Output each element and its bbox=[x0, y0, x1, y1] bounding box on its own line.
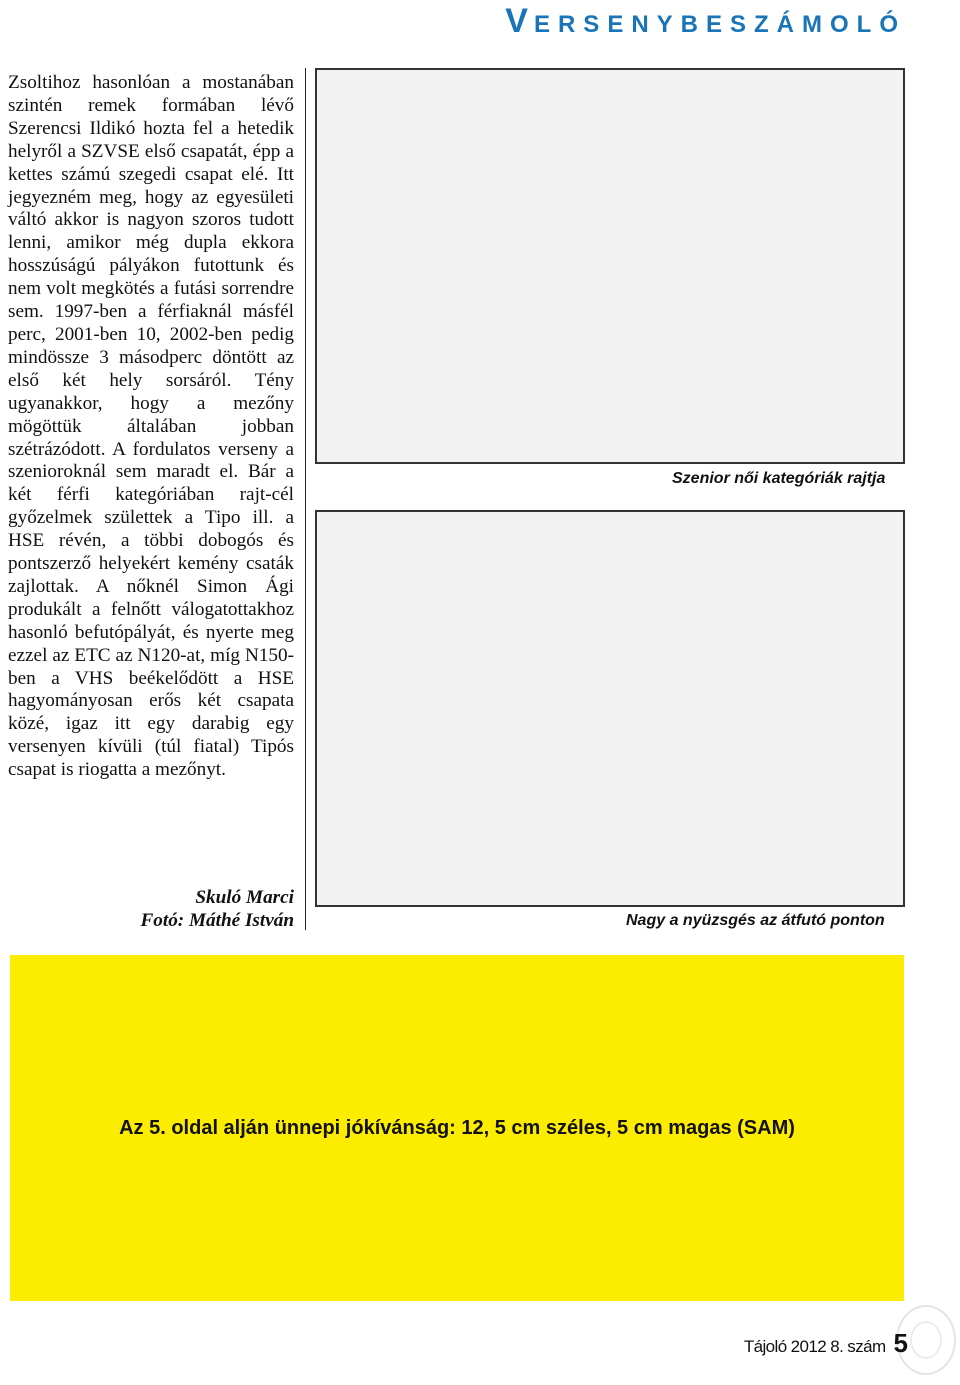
photo-seniors-start bbox=[315, 68, 905, 464]
section-header bbox=[505, 2, 906, 42]
article-body: Zsoltihoz hasonlóan a mostanában szintén remek formában lévő Szerencsi Ildikó hozta fel a hetedik helyről a SZVSE első csapatát, épp a kettes számú szegedi csapat elé. Itt jegyezném meg, hogy az egyesületi váltó akkor is nagyon szoros tudott lenni, amikor még dupla ekkora hosszúságú pályákon futottunk és nem volt megkötés a futási sorrendre sem. 1997-ben a férfiaknál másfél perc, 2001-ben 10, 2002-ben pedig mindössze 3 másodperc döntött az első két hely sorsáról. Tény ugyanakkor, hogy a mezőny mögöttük általában jobban szétrázódott. A fordulatos verseny a szenioroknál sem maradt el. Bár a két férfi kategóriában rajt-cél győzelmek születtek a Tipo ill. a HSE révén, a többi dobogós és pontszerző helyekért kemény csaták zajlottak. A nőknél Simon Ági produkált a felnőtt válogatottakhoz hasonló befutópályát, és nyerte meg ezzel az ETC az N120-at, míg N150-ben a VHS beékelődött a HSE hagyományosan erős két csapata közé, igaz itt egy darabig egy versenyen kívüli (túl fiatal) Tipós csapat is riogatta a mezőnyt. bbox=[8, 72, 294, 781]
author-byline: Skuló Marci bbox=[195, 887, 294, 908]
section-title-rest: ERSENYBESZÁMOLÓ bbox=[533, 11, 906, 38]
page-footer bbox=[744, 1328, 908, 1359]
photo-credit: Fotó: Máthé István bbox=[140, 910, 294, 931]
ad-placeholder bbox=[10, 955, 904, 1301]
photo-caption: Szenior női kategóriák rajtja bbox=[672, 470, 886, 487]
section-title bbox=[505, 2, 906, 40]
page-number: 5 bbox=[893, 1328, 908, 1358]
publication-name: Tájoló 2012 8. szám bbox=[743, 1337, 886, 1356]
ad-text: Az 5. oldal alján ünnepi jókívánság: 12, 5 cm széles, 5 cm magas (SAM) bbox=[119, 1117, 795, 1139]
section-title-initial: V bbox=[505, 2, 534, 40]
article-column bbox=[8, 72, 294, 782]
photo-caption: Nagy a nyüzsgés az átfutó ponton bbox=[626, 912, 885, 929]
column-divider bbox=[305, 68, 306, 930]
photo-checkpoint bbox=[315, 510, 905, 907]
